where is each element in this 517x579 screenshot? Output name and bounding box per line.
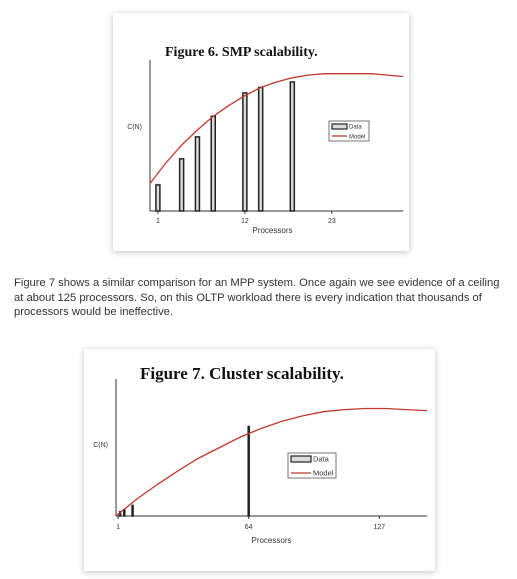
x-tick-label: 1 xyxy=(155,218,160,225)
data-bar xyxy=(211,116,215,211)
legend-model-label: Model xyxy=(349,134,366,141)
figure-6-card xyxy=(113,13,409,251)
legend-data-label: Data xyxy=(349,124,362,131)
legend-data-swatch xyxy=(291,456,311,462)
data-bar xyxy=(243,93,247,211)
data-bar xyxy=(156,185,160,211)
x-tick-label: 127 xyxy=(373,524,386,531)
x-tick-label: 23 xyxy=(327,218,336,225)
data-bar xyxy=(259,87,263,211)
data-bar xyxy=(132,505,133,516)
x-axis-label: Processors xyxy=(251,536,292,545)
y-axis-label: C(N) xyxy=(127,124,142,131)
x-tick-label: 1 xyxy=(116,524,121,531)
data-bar xyxy=(248,426,249,516)
y-axis-label: C(N) xyxy=(93,442,108,449)
model-line xyxy=(116,409,427,517)
data-bar xyxy=(124,510,125,516)
figure-6-chart xyxy=(113,13,409,251)
figure-7-title: Figure 7. Cluster scalability. xyxy=(140,364,344,383)
figure-6-title: Figure 6. SMP scalability. xyxy=(165,45,318,60)
legend-model-label: Model xyxy=(313,468,334,478)
figure-7-card xyxy=(84,349,435,571)
data-bar xyxy=(195,137,199,211)
figure-7-chart xyxy=(84,349,435,571)
body-paragraph: Figure 7 shows a similar comparison for an MPP system. Once again we see evidence of a ceiling at about 125 processors. So, on this OLTP workload there is every indication that thousands of processors would be ineffective. xyxy=(14,277,500,319)
x-axis-label: Processors xyxy=(252,226,293,235)
data-bar xyxy=(180,159,184,211)
data-bar xyxy=(290,82,294,211)
x-tick-label: 64 xyxy=(244,524,253,531)
legend-data-swatch xyxy=(332,124,347,129)
x-tick-label: 12 xyxy=(240,218,249,225)
legend-data-label: Data xyxy=(313,454,329,464)
